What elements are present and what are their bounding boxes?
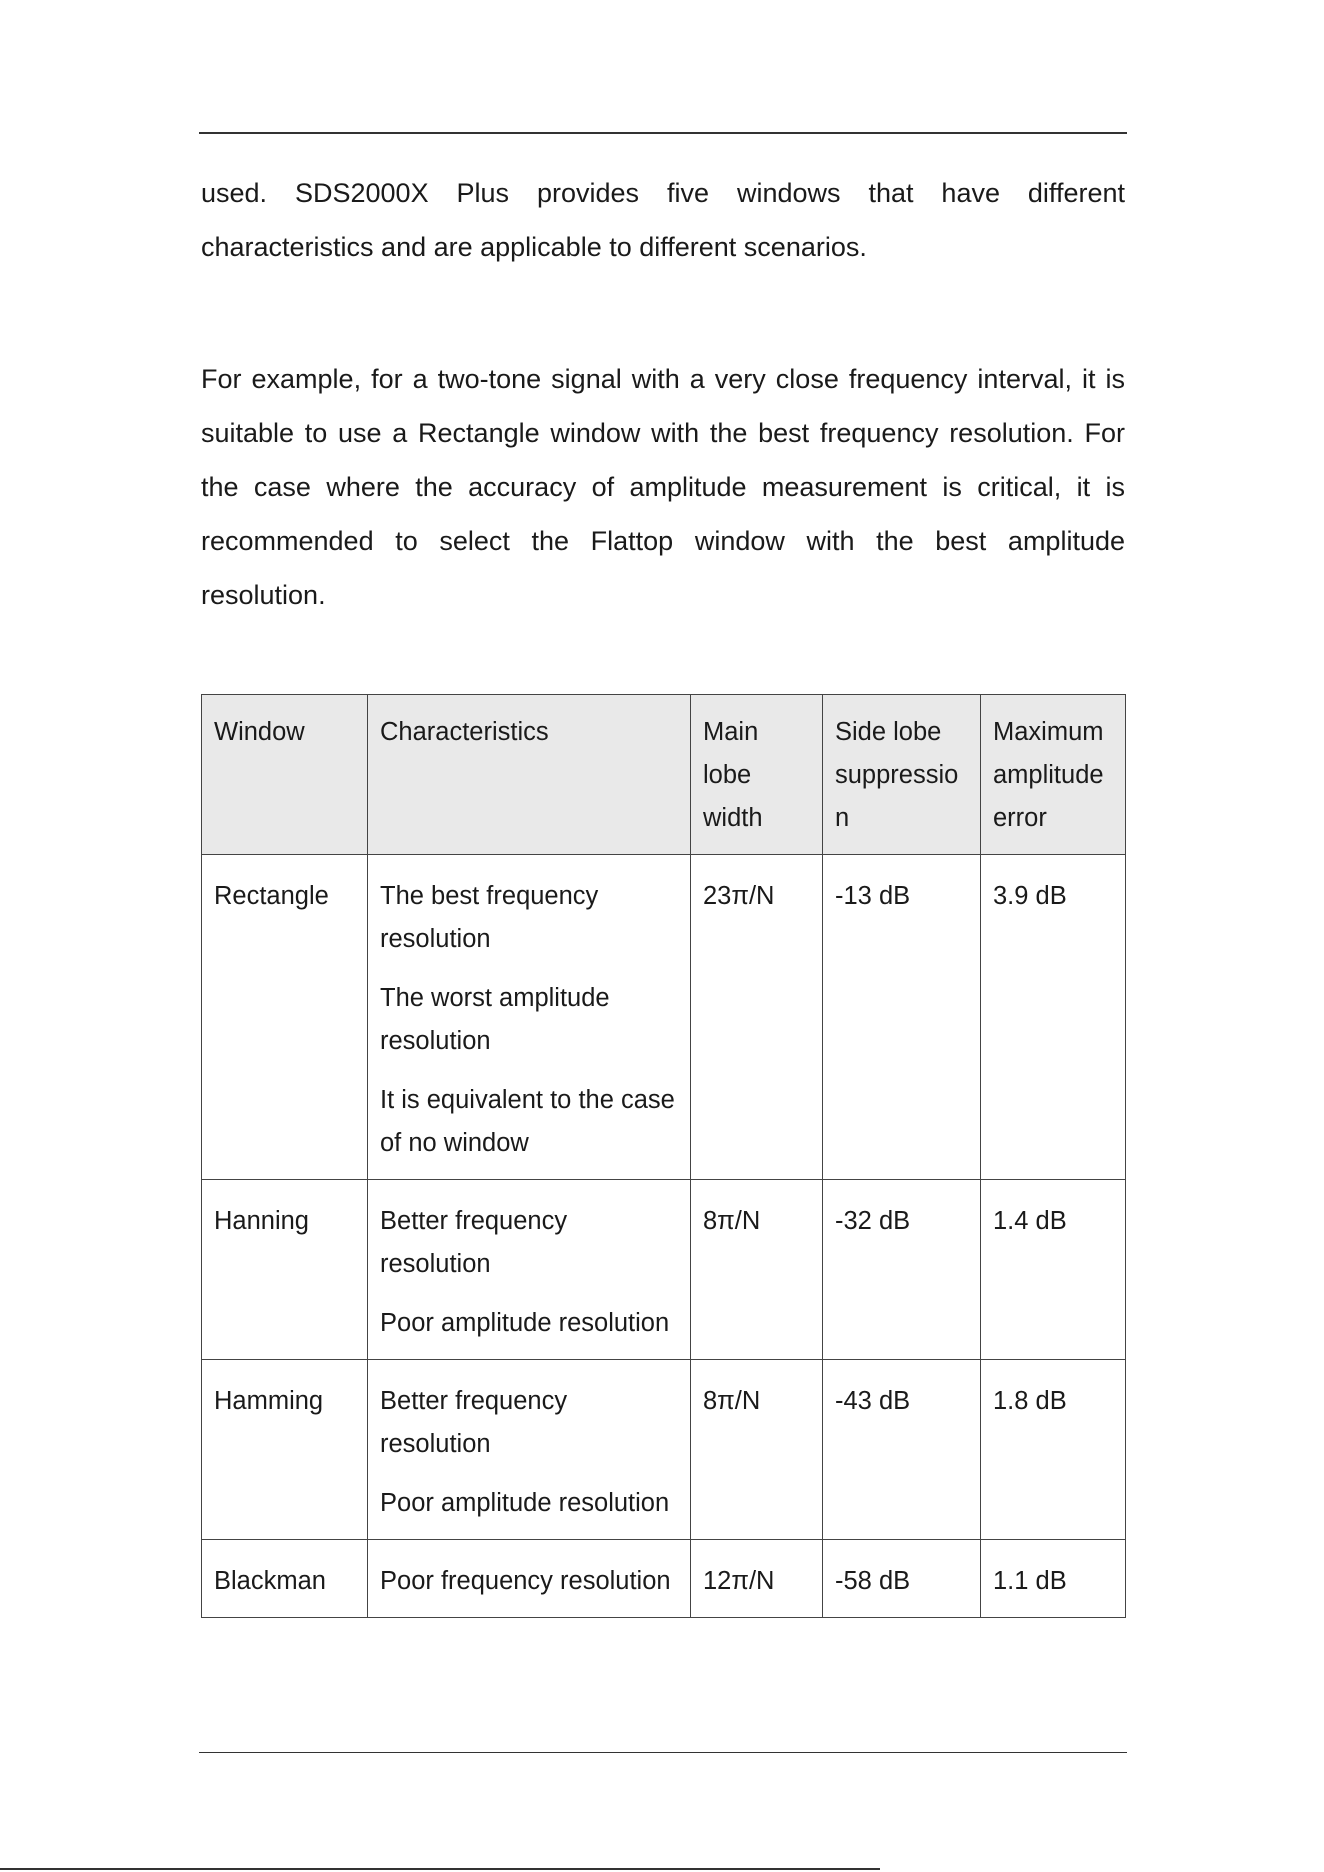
window-name-cell: Hanning (202, 1180, 368, 1360)
footer-rule (199, 1752, 1127, 1753)
table-row (202, 1540, 1126, 1618)
characteristics-cell: The best frequency resolution The worst amplitude resolution It is equivalent to the case of no window (368, 855, 691, 1180)
page-edge-rule (0, 1868, 880, 1870)
characteristics-cell: Better frequency resolution Poor amplitude resolution (368, 1180, 691, 1360)
table-row (202, 1360, 1126, 1540)
table-header-row (202, 695, 1126, 855)
header-rule (199, 132, 1127, 134)
max-amplitude-error-cell: 1.1 dB (981, 1540, 1126, 1618)
window-comparison-table (201, 694, 1126, 1618)
side-lobe-suppression-cell: -58 dB (823, 1540, 981, 1618)
header-max-amplitude-error: Maximum amplitude error (981, 695, 1126, 855)
side-lobe-suppression-cell: -43 dB (823, 1360, 981, 1540)
main-lobe-width-cell: 8π/N (691, 1180, 823, 1360)
table-row (202, 855, 1126, 1180)
example-paragraph: For example, for a two-tone signal with a very close frequency interval, it is suitable to use a Rectangle window with the best frequency resolution. For the case where the accuracy of amplitude measurement is critical, it is recommended to select the Flattop window with the best amplitude resolution. (201, 364, 1125, 610)
header-side-lobe-suppression: Side lobe suppressio n (823, 695, 981, 855)
side-lobe-suppression-cell: -32 dB (823, 1180, 981, 1360)
window-name-cell: Blackman (202, 1540, 368, 1618)
window-name-cell: Hamming (202, 1360, 368, 1540)
side-lobe-suppression-cell: -13 dB (823, 855, 981, 1180)
characteristics-cell: Poor frequency resolution (368, 1540, 691, 1618)
main-lobe-width-cell: 8π/N (691, 1360, 823, 1540)
max-amplitude-error-cell: 1.8 dB (981, 1360, 1126, 1540)
main-lobe-width-cell: 12π/N (691, 1540, 823, 1618)
max-amplitude-error-cell: 1.4 dB (981, 1180, 1126, 1360)
table-row (202, 1180, 1126, 1360)
window-name-cell: Rectangle (202, 855, 368, 1180)
main-lobe-width-cell: 23π/N (691, 855, 823, 1180)
header-main-lobe-width: Main lobe width (691, 695, 823, 855)
max-amplitude-error-cell: 3.9 dB (981, 855, 1126, 1180)
header-window: Window (202, 695, 368, 855)
characteristics-cell: Better frequency resolution Poor amplitude resolution (368, 1360, 691, 1540)
intro-paragraph: used. SDS2000X Plus provides five windows that have different characteristics and are applicable to different scenarios. (201, 178, 1125, 262)
header-characteristics: Characteristics (368, 695, 691, 855)
